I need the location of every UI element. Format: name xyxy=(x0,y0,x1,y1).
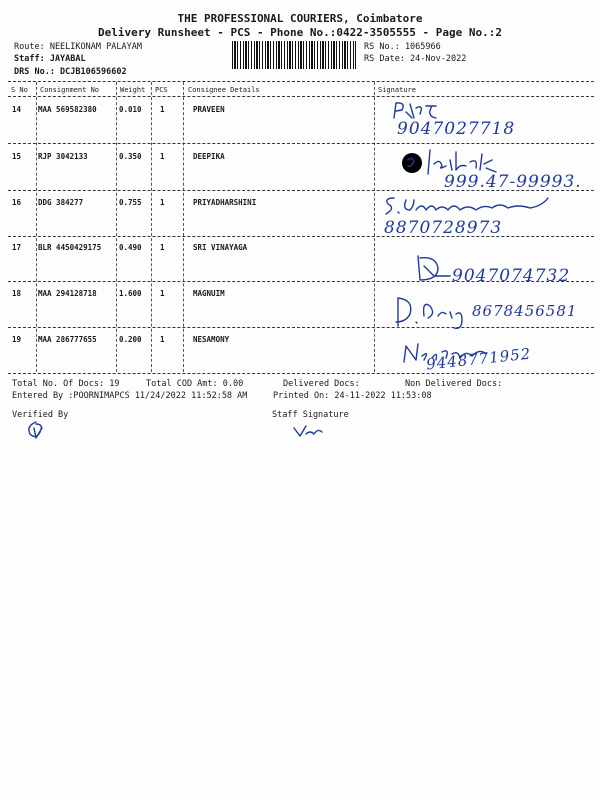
entered-by: Entered By :POORNIMAPCS 11/24/2022 11:52:58 AM xyxy=(12,391,248,401)
row-pcs: 1 xyxy=(160,105,165,114)
row-weight: 0.010 xyxy=(119,105,142,114)
row-separator xyxy=(8,190,594,191)
row-consignment: RJP 3042133 xyxy=(38,152,88,161)
col-separator xyxy=(116,82,117,372)
col-weight: Weight xyxy=(120,86,146,94)
col-signature: Signature xyxy=(378,86,416,94)
col-separator xyxy=(151,82,152,372)
row-consignment: DDG 384277 xyxy=(38,198,84,207)
handwritten-signature xyxy=(382,194,562,220)
row-consignee: PRIYADHARSHINI xyxy=(193,198,257,207)
barcode xyxy=(232,41,356,69)
non-delivered-docs: Non Delivered Docs: xyxy=(405,379,503,389)
row-weight: 1.600 xyxy=(119,289,142,298)
signature-phone: 8678456581 xyxy=(472,302,578,320)
runsheet-subtitle: Delivery Runsheet - PCS - Phone No.:0422-3505555 - Page No.:2 xyxy=(98,26,502,39)
col-consignee: Consignee Details xyxy=(188,86,260,94)
table-bottom-rule xyxy=(8,373,594,374)
col-pcs: PCS xyxy=(155,86,168,94)
staff-signature-label: Staff Signature xyxy=(272,410,349,420)
row-consignment: MAA 294128718 xyxy=(38,289,97,298)
row-sno: 18 xyxy=(12,289,22,298)
row-weight: 0.490 xyxy=(119,243,142,252)
row-consignment: MAA 569582380 xyxy=(38,105,97,114)
delivered-docs: Delivered Docs: xyxy=(283,379,360,389)
drs-number: DRS No.: DCJB106596602 xyxy=(14,67,127,77)
col-separator xyxy=(36,82,37,372)
signature-phone: 9047074732 xyxy=(452,266,571,286)
col-sno: S No xyxy=(11,86,28,94)
row-sno: 15 xyxy=(12,152,22,161)
row-pcs: 1 xyxy=(160,152,165,161)
row-weight: 0.200 xyxy=(119,335,142,344)
verified-by-label: Verified By xyxy=(12,410,69,420)
row-sno: 19 xyxy=(12,335,22,344)
row-pcs: 1 xyxy=(160,198,165,207)
row-weight: 0.350 xyxy=(119,152,142,161)
total-docs: Total No. Of Docs: 19 xyxy=(12,379,120,389)
row-separator xyxy=(8,281,594,282)
row-sno: 14 xyxy=(12,105,22,114)
row-separator xyxy=(8,327,594,328)
printed-on: Printed On: 24-11-2022 11:53:08 xyxy=(273,391,432,401)
staff-label: Staff: JAYABAL xyxy=(14,54,86,64)
row-separator xyxy=(8,143,594,144)
row-pcs: 1 xyxy=(160,289,165,298)
header-bottom-rule xyxy=(8,96,594,97)
row-sno: 16 xyxy=(12,198,22,207)
col-separator xyxy=(183,82,184,372)
row-consignee: DEEPIKA xyxy=(193,152,225,161)
handwritten-signature xyxy=(392,292,472,332)
col-consignment: Consignment No xyxy=(40,86,100,94)
row-sno: 17 xyxy=(12,243,22,252)
row-consignee: PRAVEEN xyxy=(193,105,225,114)
col-separator xyxy=(374,82,375,372)
company-title: THE PROFESSIONAL COURIERS, Coimbatore xyxy=(177,12,423,25)
row-weight: 0.755 xyxy=(119,198,142,207)
signature-phone: 8870728973 xyxy=(384,218,503,238)
rs-number: RS No.: 1065966 xyxy=(364,42,441,52)
rs-date: RS Date: 24-Nov-2022 xyxy=(364,54,467,64)
row-consignee: SRI VINAYAGA xyxy=(193,243,248,252)
signature-phone: 9047027718 xyxy=(397,119,516,139)
staff-signature xyxy=(292,422,326,440)
total-cod: Total COD Amt: 0.00 xyxy=(146,379,244,389)
row-consignment: BLR 4450429175 xyxy=(38,243,102,252)
row-consignee: NESAMONY xyxy=(193,335,230,344)
verifier-signature xyxy=(24,420,48,442)
row-consignment: MAA 286777655 xyxy=(38,335,97,344)
signature-phone: 9448771952 xyxy=(425,344,533,374)
row-consignee: MAGNUIM xyxy=(193,289,225,298)
header-top-rule xyxy=(8,81,594,82)
signature-phone: 999.47-99993. xyxy=(444,172,582,192)
row-pcs: 1 xyxy=(160,243,165,252)
row-separator xyxy=(8,236,594,237)
route-label: Route: NEELIKONAM PALAYAM xyxy=(14,42,142,52)
row-pcs: 1 xyxy=(160,335,165,344)
